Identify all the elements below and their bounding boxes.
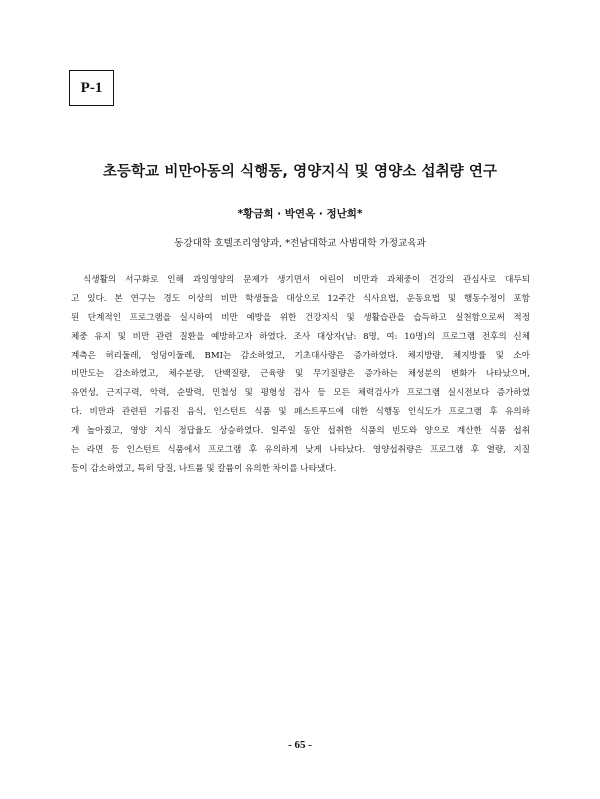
abstract-line: 등이 감소하였고, 특히 당질, 나트륨 및 칼륨이 유의한 차이를 나타냈다. <box>71 463 337 474</box>
abstract-line: 된 단계적인 프로그램을 실시하여 비만 예방을 위한 건강지식 및 생활습관을 습득하고 실천함으로써 적정 <box>71 312 530 323</box>
abstract-line: 는 라면 등 인스턴트 식품에서 프로그램 후 유의하게 낮게 나타났다. 영양섭취량은 프로그램 후 열량, 지질 <box>71 445 530 456</box>
poster-number: P-1 <box>80 79 103 96</box>
abstract-line: 다. 비만과 관련된 기름진 음식, 인스턴트 식품 및 패스트푸드에 대한 식행동 인식도가 프로그램 후 유의하 <box>71 407 530 418</box>
affiliation: 동강대학 호텔조리영양과, *전남대학교 사범대학 가정교육과 <box>174 238 426 249</box>
abstract-line: 유연성, 근지구력, 악력, 순발력, 민첩성 및 평형성 검사 등 모든 체력검사가 프로그램 실시전보다 증가하였 <box>71 388 530 399</box>
abstract-body <box>71 271 530 479</box>
abstract-line: 체중 유지 및 비만 관련 질환을 예방하고자 하였다. 조사 대상자(남: 8명, 여: 10명)의 프로그램 전후의 신체 <box>71 331 530 342</box>
abstract-line: 계측은 허리둘레, 엉덩이둘레, BMI는 감소하였고, 기초대사량은 증가하였다. 체지방량, 체지방률 및 소아 <box>71 350 530 361</box>
abstract-line: 비만도는 감소하였고, 체수분량, 단백질량, 근육량 및 무기질량은 증가하는 체성분의 변화가 나타났으며, <box>71 369 530 380</box>
author-list: *황금희 · 박연옥 · 정난희* <box>237 208 363 220</box>
abstract-line: 식생활의 서구화로 인해 과잉영양의 문제가 생기면서 어린이 비만과 과체중이 건강의 관심사로 대두되 <box>83 275 530 285</box>
abstract-line: 게 높아졌고, 영양 지식 정답율도 상승하였다. 일주일 동안 섭취한 식품의 빈도와 양으로 계산한 식품 섭취 <box>71 426 530 437</box>
abstract-line: 고 있다. 본 연구는 경도 이상의 비만 학생들을 대상으로 12주간 식사요법, 운동요법 및 행동수정이 포함 <box>71 293 530 304</box>
paper-title: 초등학교 비만아동의 식행동, 영양지식 및 영양소 섭취량 연구 <box>102 164 498 180</box>
page-number: - 65 - <box>288 739 312 751</box>
poster-number-box <box>69 70 114 106</box>
